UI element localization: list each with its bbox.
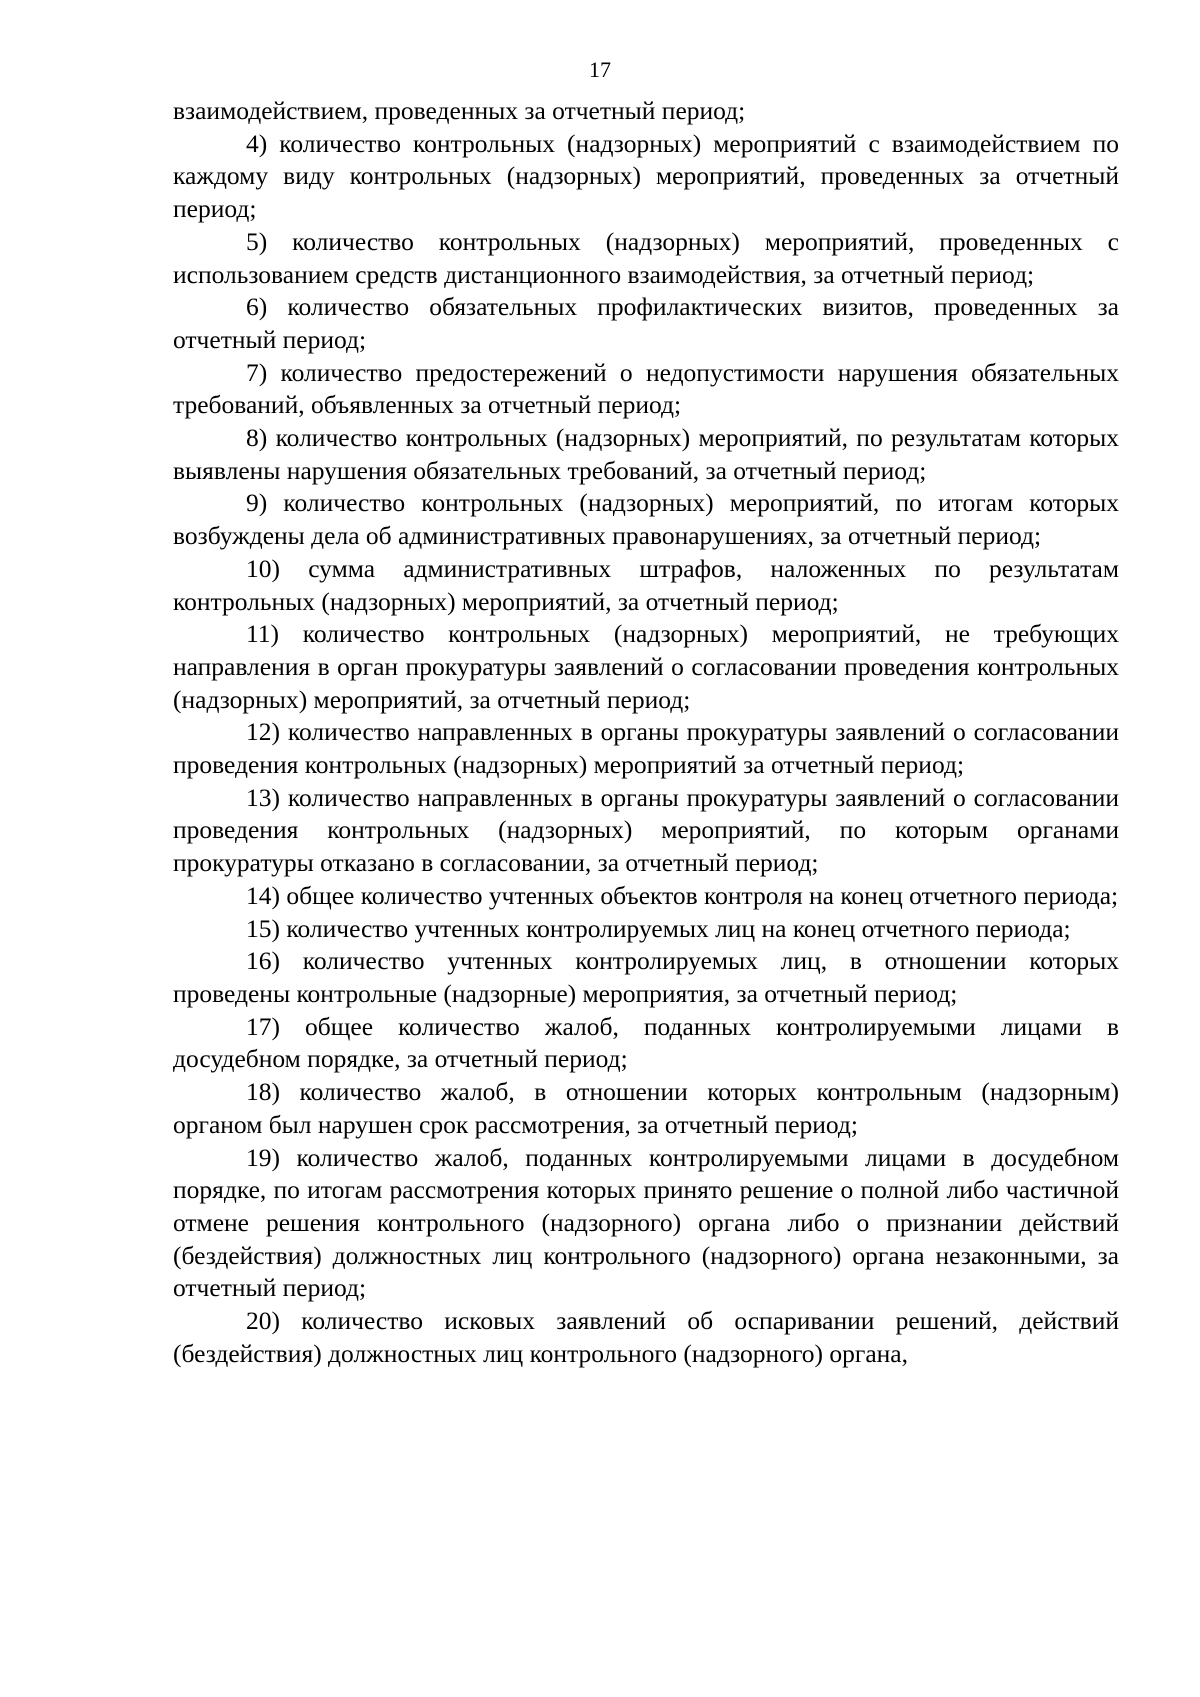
paragraph-continuation: взаимодействием, проведенных за отчетный период; (173, 96, 746, 125)
list-item-18: 18) количество жалоб, в отношении которых контрольным (надзорным) органом был нарушен срок рассмотрения, за отчетный период; (173, 1077, 1119, 1139)
document-body (173, 95, 1119, 1370)
list-item-5: 5) количество контрольных (надзорных) мероприятий, проведенных с использованием средств дистанционного взаимодействия, за отчетный период; (173, 226, 1119, 289)
list-item-7: 7) количество предостережений о недопустимости нарушения обязательных требований, объявленных за отчетный период; (173, 357, 1119, 420)
list-item-11: 11) количество контрольных (надзорных) мероприятий, не требующих направления в орган прокуратуры заявлений о согласовании проведения контрольных (надзорных) мероприятий, за отчетный период; (173, 619, 1119, 714)
list-item-10: 10) сумма административных штрафов, наложенных по результатам контрольных (надзорных) мероприятий, за отчетный период; (173, 553, 1119, 616)
list-item-16: 16) количество учтенных контролируемых лиц, в отношении которых проведены контрольные (надзорные) мероприятия, за отчетный период; (173, 946, 1119, 1008)
list-item-17: 17) общее количество жалоб, поданных контролируемыми лицами в досудебном порядке, за отчетный период; (173, 1011, 1119, 1074)
list-item-8: 8) количество контрольных (надзорных) мероприятий, по результатам которых выявлены нарушения обязательных требований, за отчетный период; (173, 423, 1119, 485)
list-item-12: 12) количество направленных в органы прокуратуры заявлений о согласовании проведения контрольных (надзорных) мероприятий за отчетный период; (173, 717, 1119, 780)
list-item-14: 14) общее количество учтенных объектов контроля на конец отчетного периода; (246, 880, 1119, 910)
list-item-6: 6) количество обязательных профилактических визитов, проведенных за отчетный период; (173, 292, 1119, 354)
list-item-4: 4) количество контрольных (надзорных) мероприятий с взаимодействием по каждому виду контрольных (надзорных) мероприятий, проведенных за отчетный период; (173, 128, 1119, 224)
list-item-19: 19) количество жалоб, поданных контролируемыми лицами в досудебном порядке, по итогам рассмотрения которых принято решение о полной либо частичной отмене решения контрольного (надзорного) органа либо о признании действий (бездействия) должностных лиц контрольного (надзорного) органа незаконными, за отчетный период; (173, 1142, 1119, 1303)
page-number: 17 (589, 57, 611, 82)
list-item-15: 15) количество учтенных контролируемых лиц на конец отчетного периода; (246, 913, 1071, 943)
list-item-20: 20) количество исковых заявлений об оспаривании решений, действий (бездействия) должностных лиц контрольного (надзорного) органа, (173, 1306, 1119, 1368)
list-item-9: 9) количество контрольных (надзорных) мероприятий, по итогам которых возбуждены дела об административных правонарушениях, за отчетный период; (173, 488, 1119, 551)
list-item-13: 13) количество направленных в органы прокуратуры заявлений о согласовании проведения контрольных (надзорных) мероприятий, по которым органами прокуратуры отказано в согласовании, за отчетный период; (173, 782, 1119, 878)
